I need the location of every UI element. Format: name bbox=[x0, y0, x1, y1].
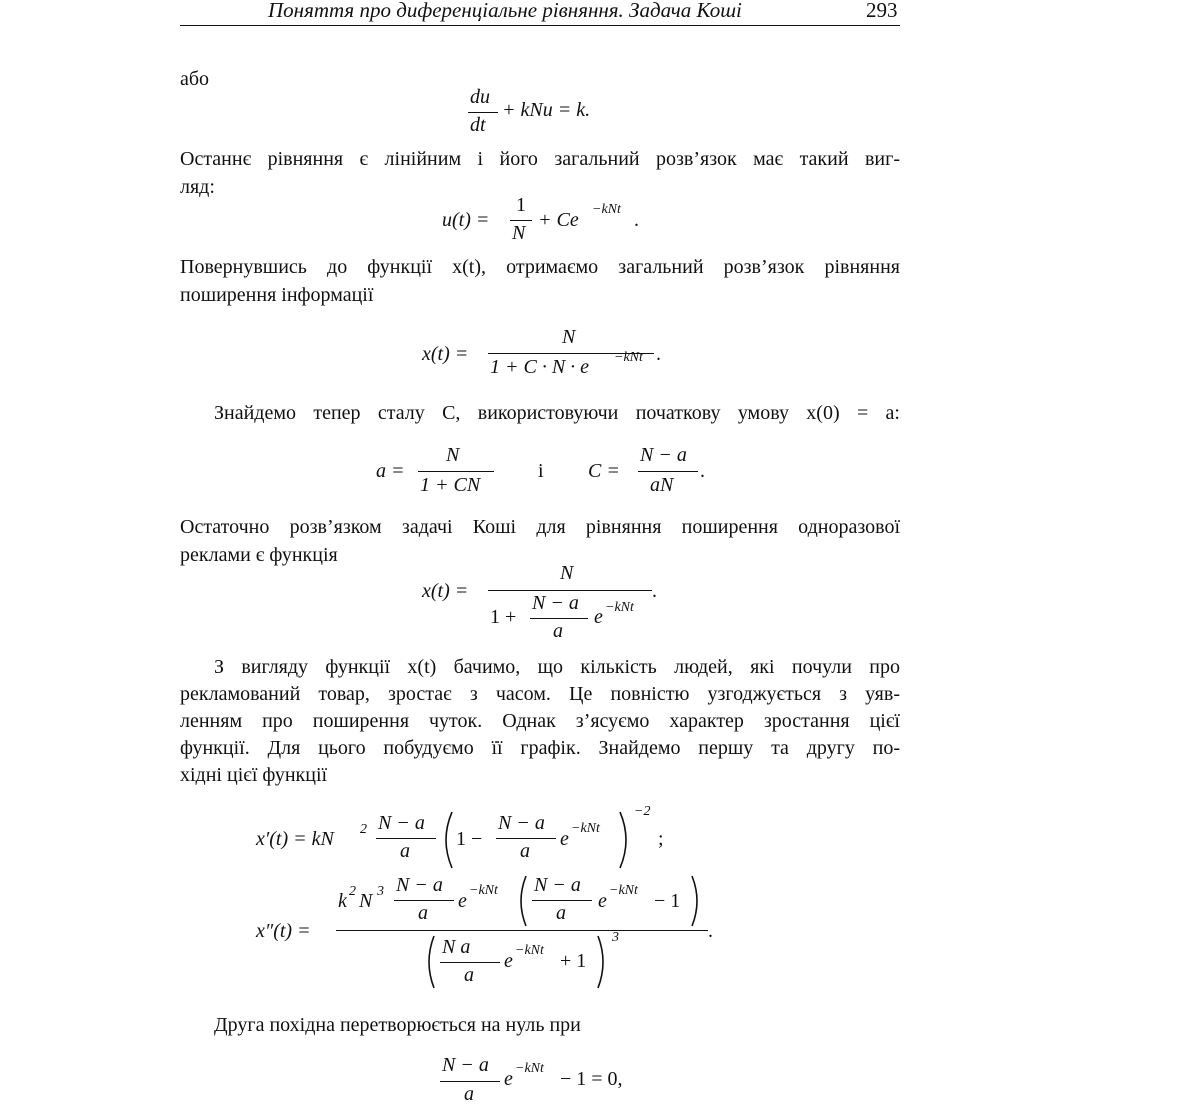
eq8-e: e bbox=[504, 1068, 513, 1090]
eq6-power: −2 bbox=[634, 804, 651, 819]
eq5-e: e bbox=[594, 606, 603, 628]
text-line: реклами є функція bbox=[180, 544, 338, 566]
equation-7 bbox=[256, 872, 726, 994]
eq3-denominator: 1 + C · N · e bbox=[490, 356, 590, 378]
text-line: функції. Для цього побудуємо її графік. Знайдемо першу та другу по- bbox=[180, 737, 900, 759]
eq5-fraction-bar bbox=[488, 590, 652, 591]
eq7-den-left-paren bbox=[422, 934, 438, 990]
eq4-lhs-c: C = bbox=[588, 460, 620, 482]
eq5-inner-fraction-bar bbox=[530, 618, 588, 619]
header-rule bbox=[180, 25, 900, 26]
text-line: Знайдемо тепер сталу C, використовуючи початкову умову x(0) = a: bbox=[214, 402, 900, 424]
equation-5 bbox=[422, 562, 682, 648]
eq7-num-left-paren bbox=[514, 874, 530, 928]
eq4-denominator-2: aN bbox=[650, 474, 674, 496]
eq5-den-prefix: 1 + bbox=[490, 606, 517, 628]
eq4-fraction-bar-2 bbox=[638, 471, 698, 472]
eq6-exponent: −kNt bbox=[571, 821, 600, 836]
eq3-end: . bbox=[656, 343, 661, 365]
eq8-denominator: a bbox=[464, 1083, 474, 1105]
eq2-numerator: 1 bbox=[516, 194, 526, 216]
text-line: Остаточно розв’язком задачі Коші для рівняння поширення одноразової bbox=[180, 516, 900, 538]
equation-1 bbox=[464, 86, 644, 142]
eq3-exponent: −kNt bbox=[614, 350, 643, 365]
equation-2 bbox=[442, 194, 662, 250]
eq6-square: 2 bbox=[360, 822, 367, 837]
eq7-b-numerator: N − a bbox=[534, 874, 581, 896]
eq6-frac-numerator: N − a bbox=[378, 812, 425, 834]
text-line: ленням про поширення чуток. Однак з’ясуємо характер зростання цієї bbox=[180, 710, 900, 732]
eq6-frac-bar bbox=[376, 838, 436, 839]
equation-4 bbox=[376, 444, 716, 502]
text-line: З вигляду функції x(t) бачимо, що кількість людей, які почули про bbox=[214, 656, 900, 678]
eq7-exponent: −kNt bbox=[469, 883, 498, 898]
eq4-numerator-2: N − a bbox=[640, 444, 687, 466]
eq6-frac-denominator: a bbox=[400, 840, 410, 862]
eq7-end: . bbox=[708, 920, 713, 942]
eq5-numerator: N bbox=[560, 562, 574, 584]
text-line: рекламований товар, зростає з часом. Це повністю узгоджується з уяв- bbox=[180, 683, 900, 705]
eq7-main-fraction-bar bbox=[336, 930, 708, 931]
eq7-k-square: 2 bbox=[349, 884, 356, 899]
eq2-lhs: u(t) = bbox=[442, 209, 490, 231]
eq7-n: N bbox=[359, 890, 373, 912]
eq7-c-bar bbox=[440, 962, 500, 963]
eq7-c-numerator: N a bbox=[442, 936, 471, 958]
eq5-inner-denominator: a bbox=[553, 620, 563, 642]
eq4-lhs-a: a = bbox=[376, 460, 405, 482]
eq2-fraction-bar bbox=[510, 220, 532, 221]
eq7-c-e: e bbox=[504, 950, 513, 972]
eq6-left-paren bbox=[438, 810, 456, 870]
eq4-end: . bbox=[700, 460, 705, 482]
eq8-numerator: N − a bbox=[442, 1054, 489, 1076]
eq7-num-right-paren bbox=[688, 874, 704, 928]
eq1-denominator: dt bbox=[470, 114, 486, 136]
eq4-fraction-bar-1 bbox=[418, 471, 494, 472]
eq6-inner-denominator: a bbox=[520, 840, 530, 862]
eq4-numerator-1: N bbox=[446, 444, 460, 466]
eq2-end: . bbox=[634, 209, 639, 231]
eq7-c-denominator: a bbox=[464, 964, 474, 986]
eq7-power: 3 bbox=[612, 930, 619, 945]
eq7-den-right-paren bbox=[594, 934, 610, 990]
eq7-a-denominator: a bbox=[418, 902, 428, 924]
eq7-lhs: x″(t) = bbox=[256, 920, 311, 942]
eq2-mid: + Ce bbox=[538, 209, 579, 231]
eq5-exponent: −kNt bbox=[605, 600, 634, 615]
page-number: 293 bbox=[866, 0, 898, 22]
eq7-b-e: e bbox=[598, 890, 607, 912]
eq7-e: e bbox=[458, 890, 467, 912]
equation-8 bbox=[438, 1054, 658, 1110]
eq8-rest: − 1 = 0, bbox=[560, 1068, 623, 1090]
eq1-numerator: du bbox=[470, 86, 490, 108]
eq7-plus-one: + 1 bbox=[560, 950, 587, 972]
equation-3 bbox=[422, 326, 682, 384]
eq6-inner-bar bbox=[496, 838, 556, 839]
eq6-right-paren bbox=[616, 810, 634, 870]
eq5-end: . bbox=[652, 580, 657, 602]
eq6-lhs: x′(t) = kN bbox=[256, 828, 334, 850]
eq5-lhs: x(t) = bbox=[422, 580, 469, 602]
eq8-fraction-bar bbox=[440, 1081, 500, 1082]
text-line: хідні цієї функції bbox=[180, 764, 328, 786]
eq7-b-bar bbox=[532, 900, 592, 901]
running-header-title: Поняття про диференціальне рівняння. Задача Коші bbox=[268, 0, 742, 22]
eq2-exponent: −kNt bbox=[592, 202, 621, 217]
eq6-one-minus: 1 − bbox=[456, 828, 483, 850]
eq7-a-bar bbox=[394, 900, 454, 901]
eq1-rest: + kNu = k. bbox=[502, 99, 591, 121]
eq4-denominator-1: 1 + CN bbox=[420, 474, 481, 496]
eq6-end: ; bbox=[658, 828, 664, 850]
eq7-k: k bbox=[338, 890, 347, 912]
eq4-conjunction: і bbox=[538, 460, 544, 482]
eq7-n-cube: 3 bbox=[377, 884, 384, 899]
text-line: поширення інформації bbox=[180, 284, 374, 306]
eq6-e: e bbox=[560, 828, 569, 850]
eq6-inner-numerator: N − a bbox=[498, 812, 545, 834]
eq8-exponent: −kNt bbox=[515, 1061, 544, 1076]
text-line: Повернувшись до функції x(t), отримаємо загальний розв’язок рівняння bbox=[180, 256, 900, 278]
text-line: Останнє рівняння є лінійним і його загальний розв’язок має такий виг- bbox=[180, 148, 900, 170]
text-line: ляд: bbox=[180, 176, 215, 198]
text-line: Друга похідна перетворюється на нуль при bbox=[214, 1014, 581, 1036]
equation-6 bbox=[256, 804, 676, 874]
eq7-minus-one: − 1 bbox=[654, 890, 681, 912]
eq7-c-exponent: −kNt bbox=[515, 943, 544, 958]
eq7-b-denominator: a bbox=[556, 902, 566, 924]
eq1-fraction-bar bbox=[468, 112, 498, 113]
eq7-b-exponent: −kNt bbox=[609, 883, 638, 898]
eq2-denominator: N bbox=[512, 222, 526, 244]
eq3-lhs: x(t) = bbox=[422, 343, 469, 365]
text-line-abo: або bbox=[180, 68, 210, 90]
eq7-a-numerator: N − a bbox=[396, 874, 443, 896]
eq3-numerator: N bbox=[562, 326, 576, 348]
eq5-inner-numerator: N − a bbox=[532, 592, 579, 614]
